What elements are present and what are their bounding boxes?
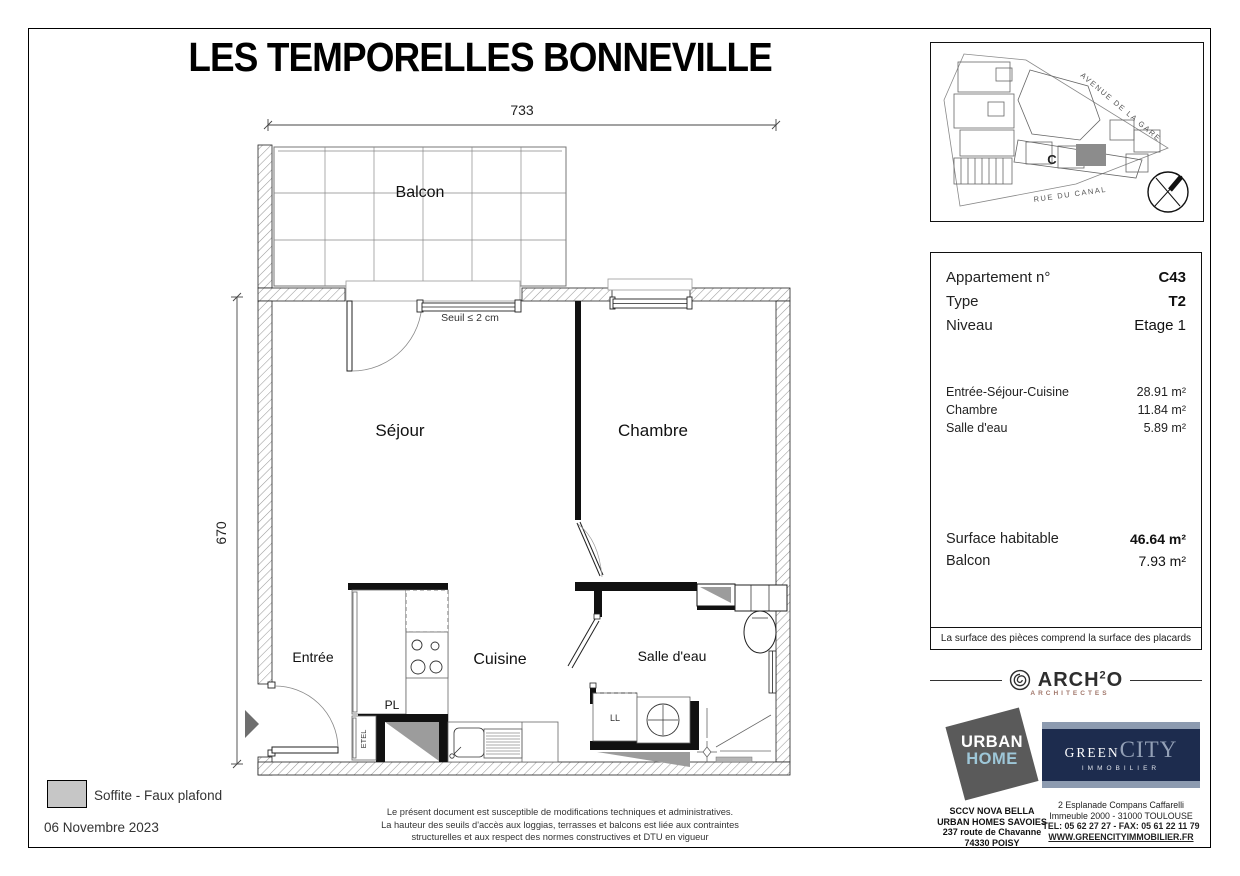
kitchen-appliances <box>406 590 448 722</box>
greencity-band-top <box>1042 722 1200 729</box>
closet-etel-label: ETEL <box>359 729 368 749</box>
disclaimer-line: Le présent document est susceptible de modifications techniques et administratives. <box>386 807 734 817</box>
room-label-chambre: Chambre <box>618 421 688 440</box>
kitchen-counter <box>448 722 558 762</box>
rule-right <box>1130 680 1202 681</box>
apartment-info-panel <box>930 252 1202 650</box>
urban-home-text <box>944 734 1040 767</box>
disclaimer-line: La hauteur des seuils d'accès aux loggias, terrasses et balcons est liée aux contraintes <box>381 819 739 830</box>
info-row-level <box>946 317 1186 334</box>
greencity-subtitle: IMMOBILIER <box>1081 765 1161 772</box>
address-line-web: WWW.GREENCITYIMMOBILIER.FR <box>1048 831 1194 842</box>
soffit-legend-label: Soffite - Faux plafond <box>94 788 223 803</box>
total-value: 7.93 m² <box>1138 553 1186 569</box>
partition-wall <box>575 301 581 520</box>
washbasin <box>637 697 690 743</box>
dimension-top-label: 733 <box>510 102 534 118</box>
dimension-left-label: 670 <box>213 521 229 545</box>
building-c-label: C <box>1047 152 1057 167</box>
closet-pl <box>352 590 406 714</box>
closet-pl-label: PL <box>384 698 400 712</box>
dimension-top <box>264 119 780 131</box>
total-row-surface <box>946 531 1186 547</box>
info-label: Niveau <box>946 317 993 334</box>
room-label-cuisine: Cuisine <box>473 651 527 668</box>
address-line-tel: TEL: 05 62 27 27 - FAX: 05 61 22 11 79 <box>1042 821 1200 832</box>
spiral-icon <box>1009 669 1031 691</box>
area-label: Entrée-Séjour-Cuisine <box>946 385 1069 399</box>
total-value: 46.64 m² <box>1129 531 1186 547</box>
surface-note: La surface des pièces comprend la surface des placards <box>931 627 1201 649</box>
street-label-canal: RUE DU CANAL <box>1033 184 1108 204</box>
highlighted-unit <box>1076 144 1106 166</box>
home-word: HOME <box>966 749 1018 768</box>
info-label: Type <box>946 293 979 310</box>
room-label-sejour: Séjour <box>375 421 425 440</box>
info-row-apartment <box>946 269 1186 286</box>
area-label: Salle d'eau <box>946 421 1008 435</box>
greencity-band-bottom <box>1042 781 1200 788</box>
kitchen-wall <box>348 583 448 590</box>
area-value: 28.91 m² <box>1136 385 1186 399</box>
info-row-type <box>946 293 1186 310</box>
address-line: 74330 POISY <box>964 837 1020 848</box>
shower <box>697 708 771 762</box>
address-line: 2 Esplanade Compans Caffarelli <box>1058 800 1184 810</box>
room-label-balcon: Balcon <box>395 184 445 201</box>
entrance-arrow-icon <box>245 710 259 738</box>
address-line: Immeuble 2000 - 31000 TOULOUSE <box>1049 810 1193 821</box>
arch-pre: ARCH <box>1037 668 1100 691</box>
soffit-legend-swatch <box>47 780 87 808</box>
balcony <box>258 145 566 288</box>
address-line: 237 route de Chavanne <box>942 827 1042 838</box>
info-value: C43 <box>1158 269 1186 286</box>
total-label: Balcon <box>946 553 991 569</box>
greencity-logo <box>1042 722 1200 788</box>
greencity-address <box>1036 800 1206 842</box>
site-map-drawing <box>930 42 1202 220</box>
info-value: T2 <box>1168 293 1186 310</box>
area-label: Chambre <box>946 403 998 417</box>
arch-sup: 2 <box>1099 668 1107 681</box>
bedroom-door <box>577 522 603 577</box>
architect-subtitle: ARCHITECTES <box>1030 690 1110 697</box>
site-buildings <box>954 62 1160 184</box>
rule-left <box>930 680 1002 681</box>
green-word: GREEN <box>1064 745 1120 760</box>
page-title-text: LES TEMPORELLES BONNEVILLE <box>188 34 772 80</box>
outer-walls <box>258 288 790 775</box>
greencity-main <box>1042 729 1200 781</box>
total-label: Surface habitable <box>946 531 1059 547</box>
bathroom-soffit-niche <box>697 584 735 606</box>
area-row <box>946 403 1186 417</box>
city-word: CITY <box>1119 737 1178 762</box>
north-compass-icon <box>1148 172 1188 212</box>
threshold-note: Seuil ≤ 2 cm <box>441 312 499 324</box>
info-label: Appartement n° <box>946 269 1051 286</box>
bathroom-door <box>568 614 600 688</box>
area-row <box>946 421 1186 435</box>
street-label-avenue: AVENUE DE LA GARE <box>1078 70 1164 144</box>
plan-date: 06 Novembre 2023 <box>44 820 159 835</box>
bedroom-window <box>608 279 692 309</box>
urban-home-logo <box>944 708 1040 804</box>
radiator <box>769 651 776 693</box>
entrance-door <box>268 682 338 756</box>
area-value: 11.84 m² <box>1137 403 1186 417</box>
disclaimer <box>330 806 790 844</box>
disclaimer-line: structurelles et aux respect des normes constructives et DTU en vigueur <box>411 832 709 843</box>
total-row-balcony <box>946 553 1186 569</box>
room-label-salle-deau: Salle d'eau <box>637 648 707 664</box>
address-line: URBAN HOMES SAVOIES <box>937 816 1047 827</box>
info-value: Etage 1 <box>1134 317 1186 334</box>
page-title <box>150 34 810 81</box>
address-line: SCCV NOVA BELLA <box>949 806 1035 816</box>
arch-post: O <box>1106 668 1124 691</box>
area-value: 5.89 m² <box>1143 421 1186 435</box>
balcony-door-window <box>346 281 521 371</box>
area-row <box>946 385 1186 399</box>
urban-word: URBAN <box>960 733 1024 751</box>
room-label-entree: Entrée <box>292 649 334 665</box>
floor-plan-drawing <box>195 88 855 788</box>
architect-name <box>1038 669 1123 692</box>
dimension-left <box>231 293 243 768</box>
laundry-label: LL <box>609 713 621 723</box>
